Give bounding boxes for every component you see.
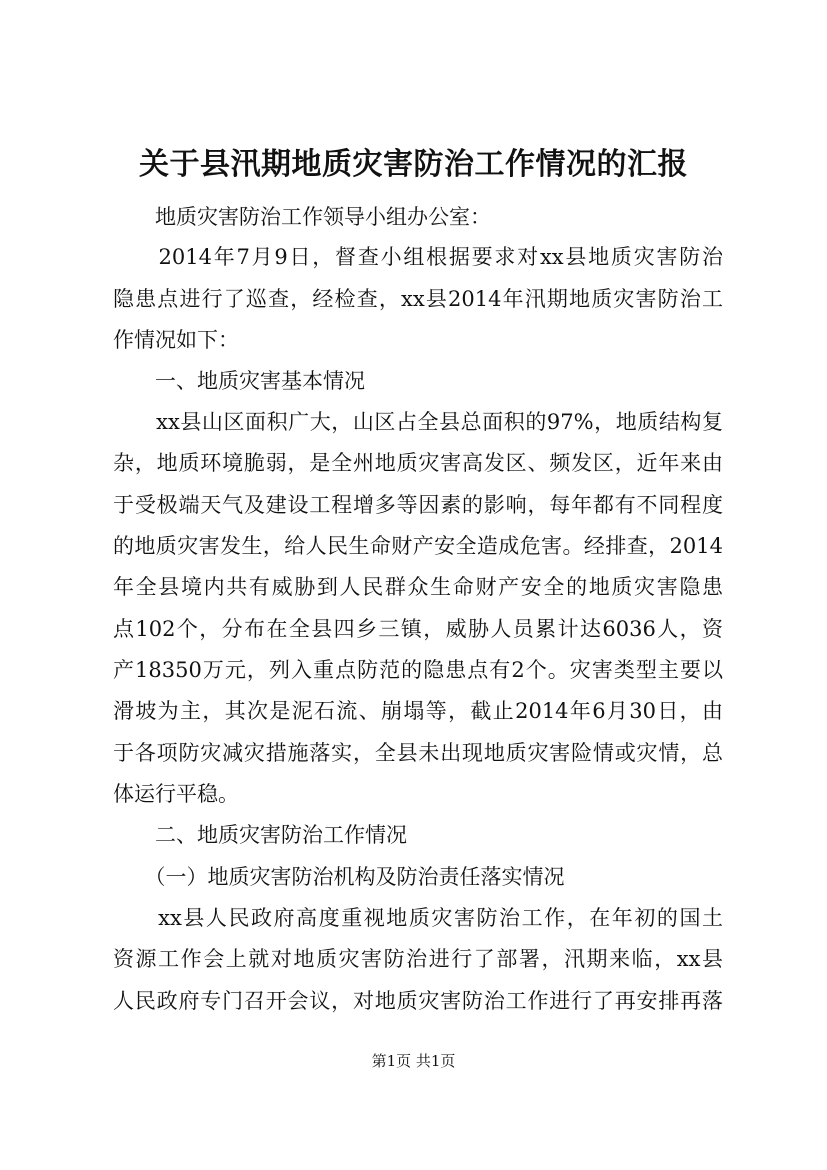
body-line: 点102个，分布在全县四乡三镇，威胁人员累计达6036人，资 bbox=[113, 617, 723, 641]
body-line: 年全县境内共有威胁到人民群众生命财产安全的地质灾害隐患 bbox=[113, 575, 723, 599]
body-line: 于各项防灾减灾措施落实，全县未出现地质灾害险情或灾情，总 bbox=[113, 741, 723, 765]
body-line: 资源工作会上就对地质灾害防治进行了部署，汛期来临，xx县 bbox=[113, 947, 723, 971]
section-heading: 二、地质灾害防治工作情况 bbox=[113, 823, 407, 847]
body-line: 于受极端天气及建设工程增多等因素的影响，每年都有不同程度 bbox=[113, 493, 723, 517]
page-footer: 第1页 共1页 bbox=[371, 1052, 456, 1070]
body-line: 体运行平稳。 bbox=[113, 782, 239, 806]
subsection-heading: （一）地质灾害防治机构及防治责任落实情况 bbox=[113, 865, 565, 889]
document-title: 关于县汛期地质灾害防治工作情况的汇报 bbox=[139, 147, 688, 182]
body-line: 隐患点进行了巡查，经检查，xx县2014年汛期地质灾害防治工 bbox=[113, 287, 723, 311]
section-heading: 一、地质灾害基本情况 bbox=[113, 369, 365, 393]
body-line: 人民政府专门召开会议，对地质灾害防治工作进行了再安排再落 bbox=[113, 989, 723, 1013]
body-line: 滑坡为主，其次是泥石流、崩塌等，截止2014年6月30日，由 bbox=[113, 699, 723, 723]
salutation-line: 地质灾害防治工作领导小组办公室： bbox=[113, 205, 491, 229]
body-line: 2014年7月9日，督查小组根据要求对xx县地质灾害防治 bbox=[113, 245, 723, 269]
body-line: xx县人民政府高度重视地质灾害防治工作，在年初的国土 bbox=[113, 906, 723, 930]
body-line: 的地质灾害发生，给人民生命财产安全造成危害。经排查，2014 bbox=[113, 534, 723, 558]
body-line: 杂，地质环境脆弱，是全州地质灾害高发区、频发区，近年来由 bbox=[113, 451, 723, 475]
body-line: 产18350万元，列入重点防范的隐患点有2个。灾害类型主要以 bbox=[113, 658, 723, 682]
body-line: 作情况如下： bbox=[113, 328, 239, 352]
body-line: xx县山区面积广大，山区占全县总面积的97%，地质结构复 bbox=[113, 410, 723, 434]
